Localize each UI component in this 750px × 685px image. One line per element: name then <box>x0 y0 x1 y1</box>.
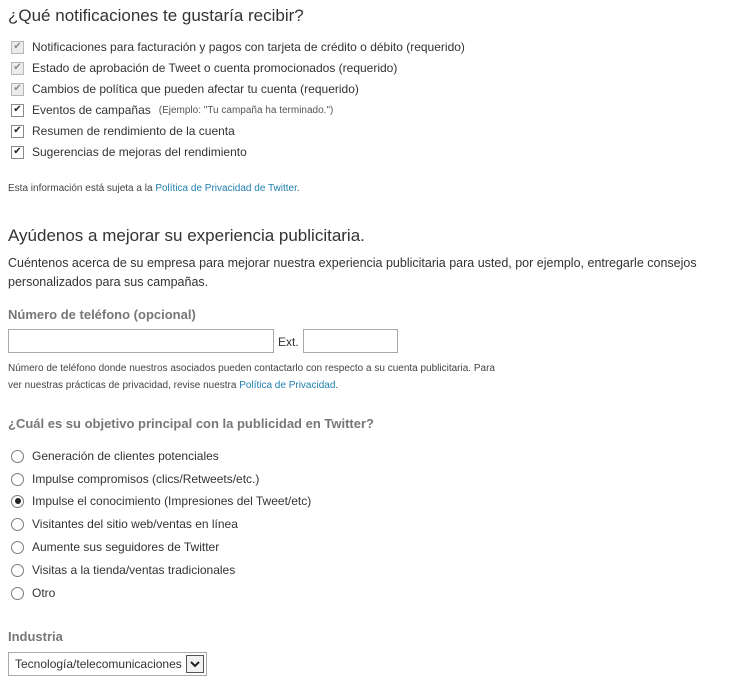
notif-item-improvement-tips[interactable] <box>11 143 247 161</box>
notif-example: (Ejemplo: "Tu campaña ha terminado.") <box>158 104 334 116</box>
objective-option-label: Impulse el conocimiento (Impresiones del Tweet/etc) <box>32 494 312 508</box>
objective-label: ¿Cuál es su objetivo principal con la publicidad en Twitter? <box>8 416 374 431</box>
twitter-privacy-link[interactable]: Política de Privacidad de Twitter <box>155 183 297 194</box>
objective-option-engagement[interactable] <box>11 470 259 488</box>
radio-button[interactable] <box>11 473 24 486</box>
objective-option-followers[interactable] <box>11 538 219 556</box>
notif-label: Eventos de campañas <box>32 103 151 117</box>
phone-help-line1: Número de teléfono donde nuestros asociados pueden contactarlo con respecto a su cuenta publicitaria. Para <box>8 363 495 374</box>
privacy-policy-link[interactable]: Política de Privacidad <box>239 380 336 391</box>
notif-label: Notificaciones para facturación y pagos con tarjeta de crédito o débito (requerido) <box>32 40 465 54</box>
notif-item-performance-summary[interactable] <box>11 122 235 140</box>
privacy-prefix: Esta información está sujeta a la <box>8 183 156 194</box>
objective-option-label: Visitas a la tienda/ventas tradicionales <box>32 563 236 577</box>
phone-help-suffix: . <box>335 380 339 391</box>
phone-help-prefix: ver nuestras prácticas de privacidad, revise nuestra <box>8 380 240 391</box>
objective-option-store-visits[interactable] <box>11 561 235 579</box>
objective-option-label: Generación de clientes potenciales <box>32 449 219 463</box>
radio-button[interactable] <box>11 587 24 600</box>
ext-input[interactable] <box>303 329 398 353</box>
radio-dot-icon <box>15 498 21 504</box>
notifications-title: ¿Qué notificaciones te gustaría recibir? <box>8 6 304 25</box>
notif-label: Sugerencias de mejoras del rendimiento <box>32 145 247 159</box>
phone-input[interactable] <box>8 329 274 353</box>
radio-button[interactable] <box>11 541 24 554</box>
check-icon[interactable]: ✔ <box>11 146 24 159</box>
check-icon[interactable]: ✔ <box>11 41 24 54</box>
notif-label: Estado de aprobación de Tweet o cuenta promocionados (requerido) <box>32 61 398 75</box>
industry-selected-value: Tecnología/telecomunicaciones <box>15 657 182 671</box>
radio-button[interactable] <box>11 450 24 463</box>
check-icon[interactable]: ✔ <box>11 83 24 96</box>
notif-label: Resumen de rendimiento de la cuenta <box>32 124 235 138</box>
chevron-down-icon[interactable] <box>186 655 204 673</box>
notif-item-approval[interactable] <box>11 59 397 77</box>
ext-label: Ext. <box>278 335 299 349</box>
notif-label: Cambios de política que pueden afectar tu cuenta (requerido) <box>32 82 359 96</box>
objective-option-web-sales[interactable] <box>11 515 238 533</box>
objective-option-awareness[interactable] <box>11 492 311 510</box>
industry-select[interactable] <box>8 652 207 676</box>
radio-button[interactable] <box>11 564 24 577</box>
improve-title: Ayúdenos a mejorar su experiencia publicitaria. <box>8 226 365 245</box>
objective-option-other[interactable] <box>11 584 55 602</box>
notif-item-billing[interactable] <box>11 38 465 56</box>
check-icon[interactable]: ✔ <box>11 125 24 138</box>
improve-description: Cuéntenos acerca de su empresa para mejorar nuestra experiencia publicitaria para usted, por ejemplo, entregarle consejos personalizados para sus campañas. <box>8 256 697 289</box>
objective-option-label: Impulse compromisos (clics/Retweets/etc.) <box>32 472 260 486</box>
notif-item-policy[interactable] <box>11 80 359 98</box>
radio-button[interactable] <box>11 518 24 531</box>
privacy-notice <box>8 183 300 194</box>
phone-label: Número de teléfono (opcional) <box>8 307 196 322</box>
phone-help-line2 <box>8 377 495 394</box>
check-icon[interactable]: ✔ <box>11 62 24 75</box>
objective-option-label: Visitantes del sitio web/ventas en línea <box>32 517 238 531</box>
phone-help <box>8 360 495 394</box>
objective-option-label: Aumente sus seguidores de Twitter <box>32 540 220 554</box>
notif-item-campaign-events[interactable] <box>11 101 333 119</box>
industry-label: Industria <box>8 629 63 644</box>
privacy-suffix: . <box>296 183 300 194</box>
objective-option-label: Otro <box>32 586 56 600</box>
check-icon[interactable]: ✔ <box>11 104 24 117</box>
radio-button-selected[interactable] <box>11 495 24 508</box>
objective-option-leads[interactable] <box>11 447 219 465</box>
